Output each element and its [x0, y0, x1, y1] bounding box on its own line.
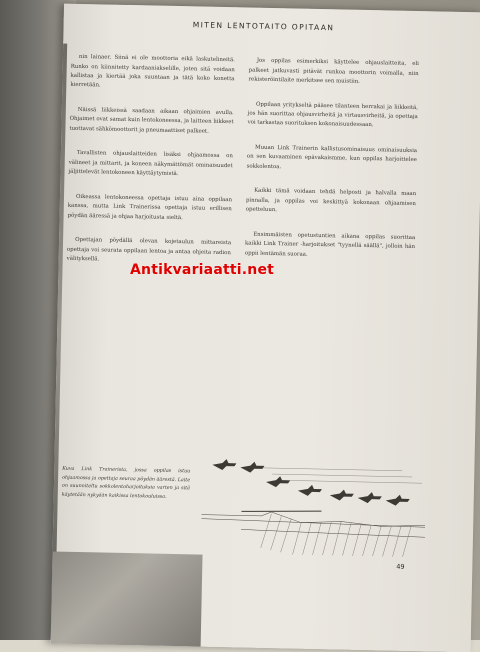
figure-photo — [51, 551, 203, 652]
paragraph: Kaikki tämä voidaan tehdä helposti ja halvalla maan pinnalla, ja oppilas voi keskittyä kokonaan ohjaamisen opetteluun. — [245, 188, 417, 214]
paragraph: Jos oppilas esimerkiksi käyttelee ohjauslaitteita, eli palkeet jatkuvasti pitävät runkoa moottorin voimalla, niin rekisteröintilaite merkitsee sen muistiin. — [248, 57, 419, 85]
book-page — [51, 4, 480, 652]
left-column — [66, 44, 235, 283]
right-column — [244, 47, 419, 277]
paragraph: nin lainaer. Siinä ei ole moottoria eikä laskutelineitä. Runko on kiinnitetty kardaaniakselille, joten sitä voidaan kallistaa ja kiertää joka suuntaan ja tätä koko konetta kierretään. — [70, 54, 235, 89]
paragraph: Tavallisten ohjauslaitteiden lisäksi ohjaamossa on välineet ja mittarit, ja koneen näkymättömät ominaisuudet jäljittelevät lentokoneen käyttäytymistä. — [68, 150, 233, 178]
figure-caption: Kuva Link Trainerista, jossa oppilas istuu ohjaamossa ja opettaja seuraa pöydän äärestä. Laite on suunniteltu sokkolentoharjoituksia varten ja sitä käytetään nykyään kaikissa lentokouluissa. — [61, 466, 191, 500]
paragraph: Muuan Link Trainerin kallistusominaisuus ominaisuuksia on sen kuvaaminen epävakaismme, kun oppilas harjoittelee sokkolentoa. — [246, 144, 418, 170]
flight-path-illustration — [200, 437, 426, 562]
paragraph: Opettajan pöydällä olevan kojetaulun mittareista opettaja voi seurata oppilaan lentoa ja antaa ohjeita radion välityksellä. — [66, 237, 232, 263]
paragraph: Oikeassa lentokoneessa opettaja istuu aina oppilaan kanssa, mutta Link Trainerissa opettaja istuu erillisen pöydän ääressä ja ohjaa harjoitusta sieltä. — [67, 193, 233, 221]
page-number: 49 — [396, 562, 405, 571]
paragraph: Näissä liikkeissä saadaan aikaan ohjaimien avulla. Ohjaimet ovat samat kuin lentokoneessa, ja laitteen liikkeet tuottavat sähkömoottorit ja pneumaattiset palkeet. — [69, 106, 234, 135]
watermark-text: Antikvariaatti.net — [130, 262, 275, 278]
paragraph: Ensimmäisten opetustuntien aikana oppilas suorittaa kaikki Link Trainer -harjoitukset "tyynellä säällä", jolloin hän oppii lentämän suoraa. — [244, 231, 416, 258]
page-header: MITEN LENTOTAITO OPITAAN — [192, 20, 335, 33]
paragraph: Oppilaan yritykseltä pääsee tilanteen herrakai ja liikkeitä, jos hän suorittaa ohjausvirheitä ja virtausvirheitä, ja opettaja voi tarkastaa suorituksen kokonaisuudessaan. — [247, 101, 419, 129]
